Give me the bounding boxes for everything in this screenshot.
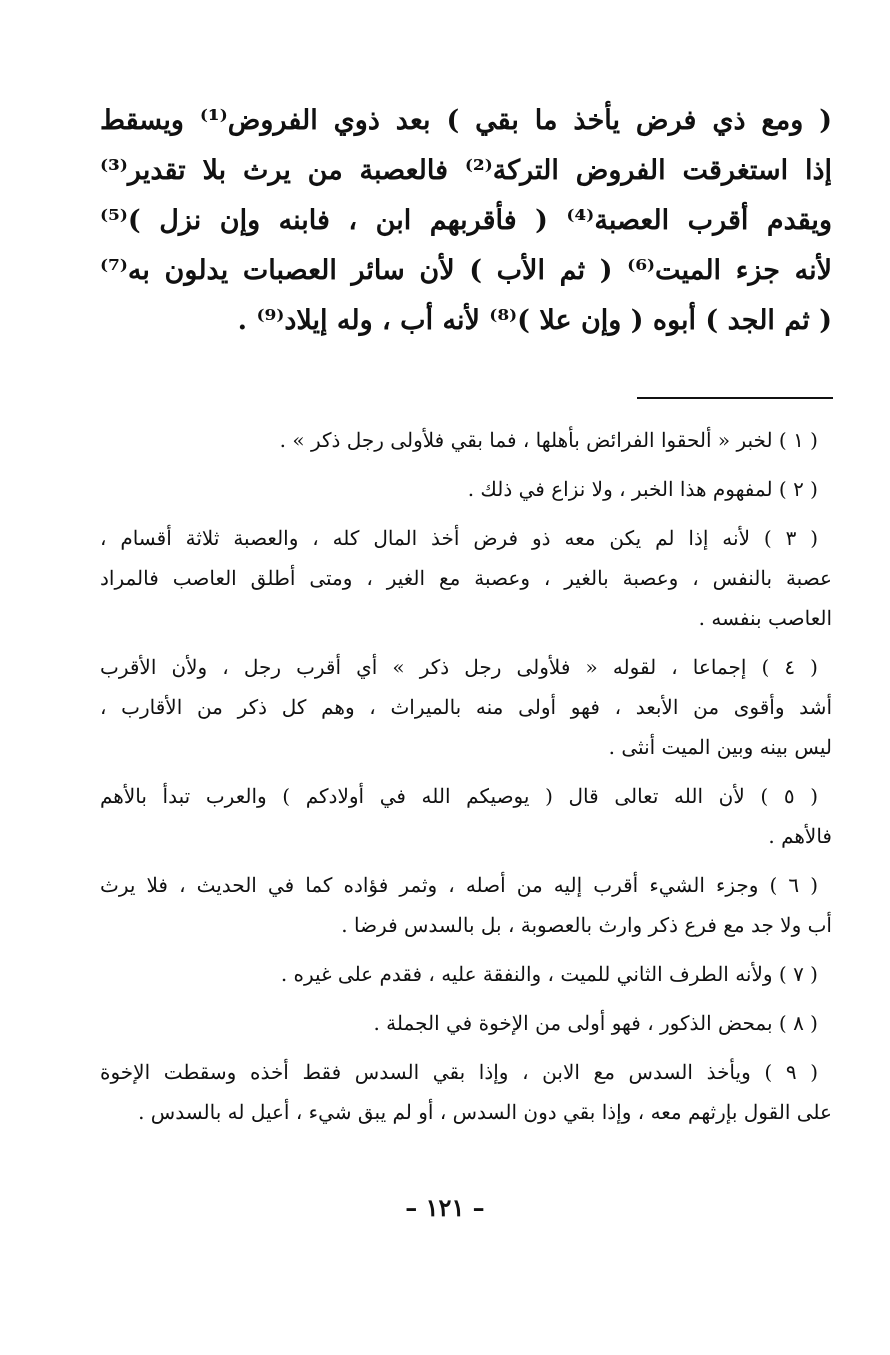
footnote-2 <box>100 469 832 509</box>
footnote-line: ( ٧ ) ولأنه الطرف الثاني للميت ، والنفقة عليه ، فقدم على غيره . <box>280 962 818 986</box>
footnote-line: أب ولا جد مع فرع ذكر وارث بالعصوبة ، بل بالسدس فرضا . <box>341 913 832 937</box>
main-text-line: لأنه جزء الميت⁽⁶⁾ ( ثم الأب ) لأن سائر العصبات يدلون به⁽⁷⁾ <box>100 255 832 286</box>
footnote-separator <box>637 397 833 399</box>
footnote-line: ( ٨ ) بمحض الذكور ، فهو أولى من الإخوة في الجملة . <box>373 1011 818 1035</box>
footnote-line: عصبة بالنفس ، وعصبة بالغير ، وعصبة مع الغير ، ومتى أطلق العاصب فالمراد <box>100 566 832 590</box>
main-text-line: ويقدم أقرب العصبة⁽⁴⁾ ( فأقربهم ابن ، فابنه وإن نزل )⁽⁵⁾ <box>100 205 832 236</box>
footnote-3 <box>100 518 832 638</box>
footnote-line: ( ٩ ) ويأخذ السدس مع الابن ، وإذا بقي السدس فقط أخذه وسقطت الإخوة <box>100 1060 818 1084</box>
footnote-1 <box>100 420 832 460</box>
footnote-6 <box>100 865 832 945</box>
footnote-line: أشد وأقوى من الأبعد ، فهو أولى منه بالميراث ، وهم كل ذكر من الأقارب ، <box>100 695 832 719</box>
footnote-line: العاصب بنفسه . <box>698 606 832 630</box>
footnote-4 <box>100 647 832 767</box>
footnote-line: فالأهم . <box>768 824 832 848</box>
footnote-line: ( ٣ ) لأنه إذا لم يكن معه ذو فرض أخذ المال كله ، والعصبة ثلاثة أقسام ، <box>100 526 818 550</box>
footnote-line: ( ١ ) لخبر « ألحقوا الفرائض بأهلها ، فما بقي فلأولى رجل ذكر » . <box>279 428 818 452</box>
footnote-line: ( ٢ ) لمفهوم هذا الخبر ، ولا نزاع في ذلك . <box>467 477 818 501</box>
page-number: – ١٢١ – <box>405 1193 485 1222</box>
footnote-5 <box>100 776 832 856</box>
footnote-line: ( ٦ ) وجزء الشيء أقرب إليه من أصله ، وثمر فؤاده كما في الحديث ، فلا يرث <box>100 873 819 897</box>
main-text-line: ( ومع ذي فرض يأخذ ما بقي ) بعد ذوي الفروض⁽¹⁾ ويسقط <box>100 105 832 136</box>
footnote-line: ( ٥ ) لأن الله تعالى قال ( يوصيكم الله في أولادكم ) والعرب تبدأ بالأهم <box>100 784 818 808</box>
main-text-line: إذا استغرقت الفروض التركة⁽²⁾ فالعصبة من يرث بلا تقدير⁽³⁾ <box>100 155 832 186</box>
footnote-line: ( ٤ ) إجماعا ، لقوله « فلأولى رجل ذكر » أي أقرب رجل ، ولأن الأقرب <box>100 655 818 679</box>
footnote-line: على القول بإرثهم معه ، وإذا بقي دون السدس ، أو لم يبق شيء ، أعيل له بالسدس . <box>138 1100 832 1124</box>
footnote-7 <box>100 954 832 994</box>
footnotes-block <box>100 420 832 1141</box>
footnote-8 <box>100 1003 832 1043</box>
footnote-9 <box>100 1052 832 1132</box>
footnote-line: ليس بينه وبين الميت أنثى . <box>608 735 832 759</box>
main-text-block <box>100 96 832 346</box>
main-text-line: ( ثم الجد ) أبوه ( وإن علا )⁽⁸⁾ لأنه أب ، وله إيلاد⁽⁹⁾ . <box>237 305 832 336</box>
